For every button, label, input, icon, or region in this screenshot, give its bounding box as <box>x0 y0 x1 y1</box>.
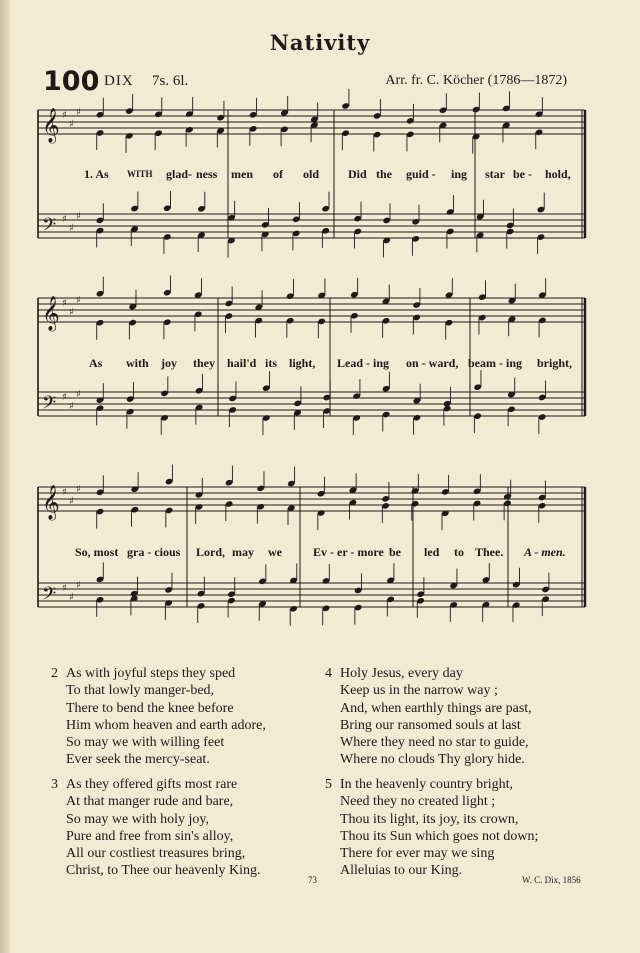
sharp-icon: ♯ <box>62 487 67 498</box>
lyric-syllable: ing <box>451 167 468 181</box>
verse-line: And, when earthly things are past, <box>340 700 532 716</box>
sharp-icon: ♯ <box>76 389 81 400</box>
verse-line: Alleluias to our King. <box>340 863 463 879</box>
bass-clef-icon: 𝄢 <box>42 215 57 240</box>
verse-number: 5 <box>325 777 332 792</box>
lyric-syllable: gra - cious <box>127 545 181 559</box>
lyric-syllable: ness <box>196 167 218 181</box>
sharp-icon: ♯ <box>76 211 81 222</box>
verse-line: At that manger rude and bare, <box>66 794 234 810</box>
verse-line: In the heavenly country bright, <box>340 777 514 792</box>
verse-line: Thou its Sun which goes not down; <box>340 828 539 844</box>
treble-clef-icon: 𝄞 <box>42 296 60 331</box>
verse-line: Where no clouds Thy glory hide. <box>340 752 525 768</box>
verse-line: Him whom heaven and earth adore, <box>66 717 266 733</box>
treble-clef-icon: 𝄞 <box>42 485 60 520</box>
verse-line: Christ, to Thee our heavenly King. <box>66 863 261 879</box>
lyric-syllable: Did <box>348 167 367 181</box>
lyric-syllable: hail'd <box>227 356 257 370</box>
verse-3 <box>51 776 261 880</box>
lyric-syllable: As <box>89 356 103 370</box>
lyric-syllable: light, <box>289 356 316 370</box>
verse-line: Holy Jesus, every day <box>340 666 463 681</box>
hymn-number: 100 <box>43 66 100 97</box>
lyric-syllable: we <box>268 545 282 559</box>
sharp-icon: ♯ <box>76 484 81 495</box>
arranger-credit: Arr. fr. C. Köcher (1786—1872) <box>385 73 567 88</box>
lyric-syllable: the <box>376 167 392 181</box>
lyric-syllable: to <box>454 545 464 559</box>
lyric-syllable: Lead - ing <box>337 356 390 370</box>
sharp-icon: ♯ <box>76 580 81 591</box>
lyric-syllable: its <box>265 356 277 370</box>
lyric-syllable: star <box>485 167 505 181</box>
lyric-syllable: they <box>193 356 215 370</box>
lyric-syllable: Lord, <box>196 545 226 559</box>
sharp-icon: ♯ <box>69 592 74 603</box>
lyric-amen: A - men. <box>524 545 566 559</box>
verse-line: So may we with holy joy, <box>66 811 209 827</box>
sharp-icon: ♯ <box>62 298 67 309</box>
lyric-syllable: joy <box>161 356 177 370</box>
page-number: 73 <box>308 875 317 885</box>
verse-line: To that lowly manger-bed, <box>66 683 215 699</box>
lyric-syllable: led <box>424 545 440 559</box>
sharp-icon: ♯ <box>62 214 67 225</box>
meter: 7s. 6l. <box>152 73 189 89</box>
verse-line: Pure and free from sin's alloy, <box>66 828 234 844</box>
verse-2 <box>51 665 266 769</box>
lyric-syllable: glad- <box>166 167 193 181</box>
section-title: Nativity <box>269 30 371 55</box>
verse-number: 4 <box>325 666 332 681</box>
sharp-icon: ♯ <box>62 583 67 594</box>
verse-line: There for ever may we sing <box>340 846 495 862</box>
verse-line: Bring our ransomed souls at last <box>340 717 521 733</box>
verse-line: Keep us in the narrow way ; <box>340 683 498 699</box>
verse-line: Where they need no star to guide, <box>340 735 529 751</box>
sharp-icon: ♯ <box>69 401 74 412</box>
lyric-syllable: WITH <box>127 169 153 179</box>
lyric-syllable: hold, <box>545 167 571 181</box>
verse-5 <box>325 776 539 880</box>
sharp-icon: ♯ <box>62 110 67 121</box>
sharp-icon: ♯ <box>76 107 81 118</box>
lyric-syllable: be <box>389 545 401 559</box>
lyric-syllable: men <box>231 167 253 181</box>
bass-clef-icon: 𝄢 <box>42 584 57 609</box>
lyric-syllable: 1. As <box>84 167 109 181</box>
lyric-syllable: be - <box>513 167 532 181</box>
sharp-icon: ♯ <box>69 496 74 507</box>
lyric-syllable: Ev - er - more <box>313 545 384 559</box>
lyric-syllable: guid - <box>406 167 436 181</box>
author-credit: W. C. Dix, 1856 <box>522 875 581 885</box>
verse-line: So may we with willing feet <box>66 735 225 751</box>
verse-4 <box>325 665 532 769</box>
lyric-syllable: So, most <box>75 545 119 559</box>
verse-line: All our costliest treasures bring, <box>66 846 246 862</box>
sharp-icon: ♯ <box>69 119 74 130</box>
treble-clef-icon: 𝄞 <box>42 108 60 143</box>
sharp-icon: ♯ <box>69 223 74 234</box>
verse-number: 3 <box>51 777 58 792</box>
verse-line: As with joyful steps they sped <box>66 666 236 681</box>
verse-line: Thou its light, its joy, its crown, <box>340 811 519 827</box>
verse-number: 2 <box>51 666 58 681</box>
verse-line: As they offered gifts most rare <box>66 777 238 792</box>
sharp-icon: ♯ <box>62 392 67 403</box>
sharp-icon: ♯ <box>69 307 74 318</box>
lyric-syllable: with <box>126 356 149 370</box>
bass-clef-icon: 𝄢 <box>42 393 57 418</box>
sharp-icon: ♯ <box>76 295 81 306</box>
lyric-syllable: bright, <box>537 356 573 370</box>
verse-line: Ever seek the mercy-seat. <box>66 752 210 768</box>
tune-name: DIX <box>104 73 134 89</box>
verse-line: There to bend the knee before <box>66 700 234 716</box>
lyric-syllable: of <box>273 167 283 181</box>
lyric-syllable: on - ward, <box>406 356 459 370</box>
lyric-syllable: Thee. <box>475 545 504 559</box>
verse-line: Need they no created light ; <box>340 794 496 810</box>
lyric-syllable: may <box>232 545 254 559</box>
lyric-syllable: old <box>303 167 320 181</box>
lyric-syllable: beam - ing <box>468 356 522 370</box>
